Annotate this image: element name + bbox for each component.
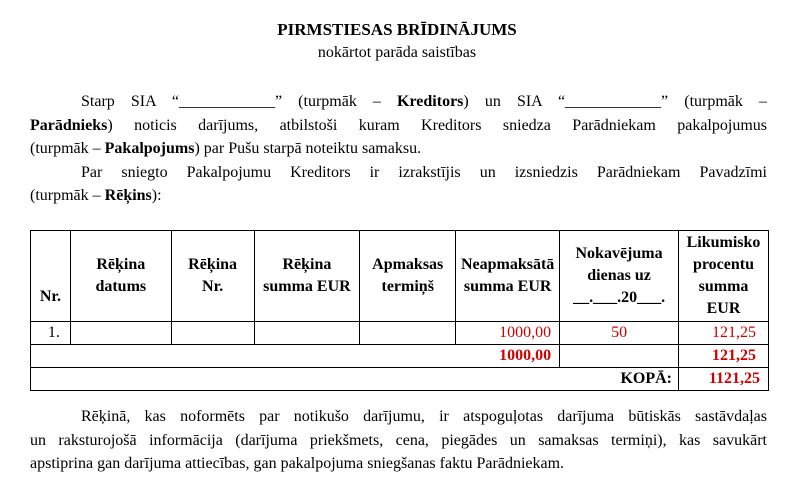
header-invoice-date: Rēķina datums xyxy=(70,231,171,322)
subtotal-row xyxy=(31,345,769,368)
intro-line-2: Parādnieks) noticis darījums, atbilstoši kuram Kreditors sniedza Parādniekam pakalpojumus xyxy=(30,116,767,134)
subtotal-spacer xyxy=(31,345,456,368)
subtotal-unpaid: 1000,00 xyxy=(456,345,560,368)
invoice-table xyxy=(30,230,769,391)
total-value: 1121,25 xyxy=(679,368,769,391)
subtotal-empty xyxy=(560,345,679,368)
cell-days: 50 xyxy=(560,322,679,345)
document-title: PIRMSTIESAS BRĪDINĀJUMS xyxy=(277,20,517,39)
intro-line-4: Par sniegto Pakalpojumu Kreditors ir izrakstījis un izsniedzis Parādniekam Pavadzīmi xyxy=(81,163,767,181)
subtotal-interest: 121,25 xyxy=(679,345,769,368)
header-payment-term: Apmaksas termiņš xyxy=(360,231,456,322)
cell-interest: 121,25 xyxy=(679,322,769,345)
header-late-days: Nokavējuma dienas uz __.___.20___. xyxy=(560,231,679,322)
closing-line-2: un raksturojošā informācija (darījuma priekšmets, cena, piegādes un samaksas termiņi), kas savukārt xyxy=(30,431,767,449)
closing-line-3: apstiprina gan darījuma attiecības, gan pakalpojuma sniegšanas faktu Parādniekam. xyxy=(30,455,565,472)
header-invoice-sum: Rēķina summa EUR xyxy=(254,231,360,322)
intro-line-5: (turpmāk – Rēķins): xyxy=(30,187,162,204)
total-row xyxy=(31,368,769,391)
cell-nr: 1. xyxy=(31,322,71,345)
header-invoice-number: Rēķina Nr. xyxy=(171,231,254,322)
cell-unpaid: 1000,00 xyxy=(456,322,560,345)
cell-number xyxy=(171,322,254,345)
cell-sum xyxy=(254,322,360,345)
cell-term xyxy=(360,322,456,345)
header-nr: Nr. xyxy=(31,231,71,322)
header-legal-interest: Likumisko procentu summa EUR xyxy=(679,231,769,322)
table-header-row xyxy=(31,231,769,322)
intro-line-1: Starp SIA “____________” (turpmāk – Kreditors) un SIA “____________” (turpmāk – xyxy=(81,93,767,110)
intro-line-3: (turpmāk – Pakalpojums) par Pušu starpā noteiktu samaksu. xyxy=(30,140,422,157)
header-unpaid-sum: Neapmaksātā summa EUR xyxy=(456,231,560,322)
intro-paragraph xyxy=(30,90,767,208)
total-label: KOPĀ: xyxy=(31,368,679,391)
closing-line-1: Rēķinā, kas noformēts par notikušo darījumu, ir atspoguļotas darījuma būtiskās sastāvdaļas xyxy=(81,408,767,425)
document-subtitle: nokārtot parāda saistības xyxy=(317,44,477,61)
cell-date xyxy=(70,322,171,345)
table-row xyxy=(31,322,769,345)
closing-paragraph xyxy=(30,405,767,476)
